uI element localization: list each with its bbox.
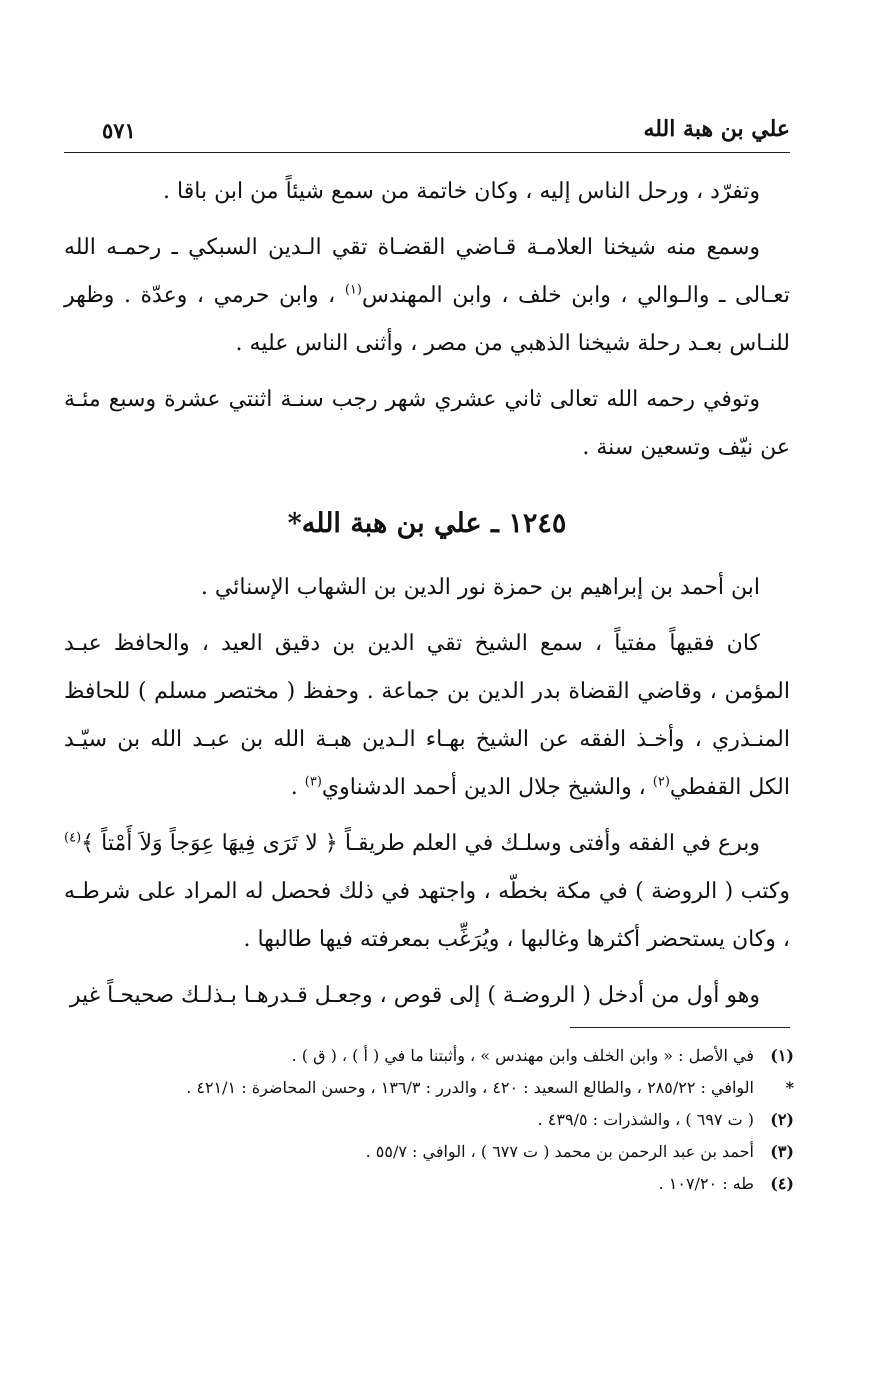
footnote-ref: (٤) xyxy=(64,830,82,846)
paragraph xyxy=(64,564,790,612)
footnote-marker: (١) xyxy=(770,1046,794,1065)
footnote-item xyxy=(64,1168,794,1200)
paragraph xyxy=(64,972,790,1020)
main-text xyxy=(64,168,790,1028)
page-number: ٥٧١ xyxy=(102,118,136,143)
paragraph xyxy=(64,376,790,472)
footnote-item xyxy=(64,1136,794,1168)
paragraph-text: ، والشيخ جلال الدين أحمد الدشناوي xyxy=(321,775,653,800)
paragraph-text: وهو أول من أدخل ( الروضـة ) إلى قوص ، وجعـل قـدرهـا بـذلـك صحيحـاً غير xyxy=(69,983,760,1008)
paragraph-text: ابن أحمد بن إبراهيم بن حمزة نور الدين بن الشهاب الإسنائي . xyxy=(200,575,760,600)
footnote-item xyxy=(64,1104,794,1136)
footnote-ref: (٣) xyxy=(304,774,322,790)
paragraph-text: وسمع منه شيخنا العلامـة قـاضي القضـاة تقي الـدين السبكي ـ رحمـه الله تعـالى ـ والـوالي ، وابن خلف ، وابن المهندس xyxy=(64,235,790,308)
entry-heading: ١٢٤٥ ـ علي بن هبة الله* xyxy=(287,508,567,539)
footnote-text: الوافي : ٢٨٥/٢٢ ، والطالع السعيد : ٤٢٠ ، والدرر : ١٣٦/٣ ، وحسن المحاضرة : ٤٢١/١ . xyxy=(186,1078,754,1097)
quran-quote: وبرع في الفقه وأفتى وسلـك في العلم طريقـاً ﴿ لا تَرَى فِيهَا عِوَجاً وَلاَ أَمْتاً ﴾ xyxy=(81,831,760,856)
footnote-marker: (٣) xyxy=(770,1142,794,1161)
footnote-text: أحمد بن عبد الرحمن بن محمد ( ت ٦٧٧ ) ، الوافي : ٥٥/٧ . xyxy=(365,1142,754,1161)
footnote-item xyxy=(64,1072,794,1104)
paragraph-text: وكتب ( الروضة ) في مكة بخطّه ، واجتهد في ذلك فحصل له المراد على شرطـه ، وكان يستحضر أكثرها وغالبها ، ويُرَغِّب بمعرفته فيها طالبها . xyxy=(64,879,791,952)
footnote-marker: (٢) xyxy=(770,1110,794,1129)
paragraph xyxy=(64,620,790,812)
paragraph xyxy=(64,820,790,964)
page-header xyxy=(64,112,790,153)
paragraph-text: كان فقيهاً مفتياً ، سمع الشيخ تقي الدين بن دقيق العيد ، والحافظ عبـد المؤمن ، وقاضي القضاة بدر الدين بن جماعة . وحفظ ( مختصر مسلم ) للحافظ المنـذري ، وأخـذ الفقه عن الشيخ بهـاء الـدين هبـة الله بن عبـد الله بن سيّـد الكل القفطي xyxy=(64,631,790,800)
footnote-divider xyxy=(570,1027,790,1028)
footnote-marker: * xyxy=(785,1078,794,1097)
footnote-ref: (٢) xyxy=(652,774,670,790)
paragraph-text: ، وابن حرمي ، وعدّة . وظهر للنـاس بعـد رحلة شيخنا الذهبي من مصر ، وأثنى الناس عليه . xyxy=(64,283,790,356)
footnote-item xyxy=(64,1040,794,1072)
footnotes xyxy=(64,1040,794,1200)
running-title: علي بن هبة الله xyxy=(643,116,790,142)
footnote-marker: (٤) xyxy=(770,1174,794,1193)
footnote-text: ( ت ٦٩٧ ) ، والشذرات : ٤٣٩/٥ . xyxy=(537,1110,754,1129)
footnote-ref: (١) xyxy=(344,282,362,298)
paragraph-text: وتفرّد ، ورحل الناس إليه ، وكان خاتمة من سمع شيئاً من ابن باقا . xyxy=(163,179,760,204)
footnote-text: طه : ١٠٧/٢٠ . xyxy=(658,1174,754,1193)
paragraph-text: . xyxy=(290,775,305,800)
paragraph-text: وتوفي رحمه الله تعالى ثاني عشري شهر رجب سنـة اثنتي عشرة وسبع مئـة عن نيّف وتسعين سنة . xyxy=(64,387,790,460)
paragraph xyxy=(64,168,790,216)
footnote-text: في الأصل : « وابن الخلف وابن مهندس » ، وأثبتنا ما في ( أ ) ، ( ق ) . xyxy=(291,1046,754,1065)
paragraph xyxy=(64,224,790,368)
